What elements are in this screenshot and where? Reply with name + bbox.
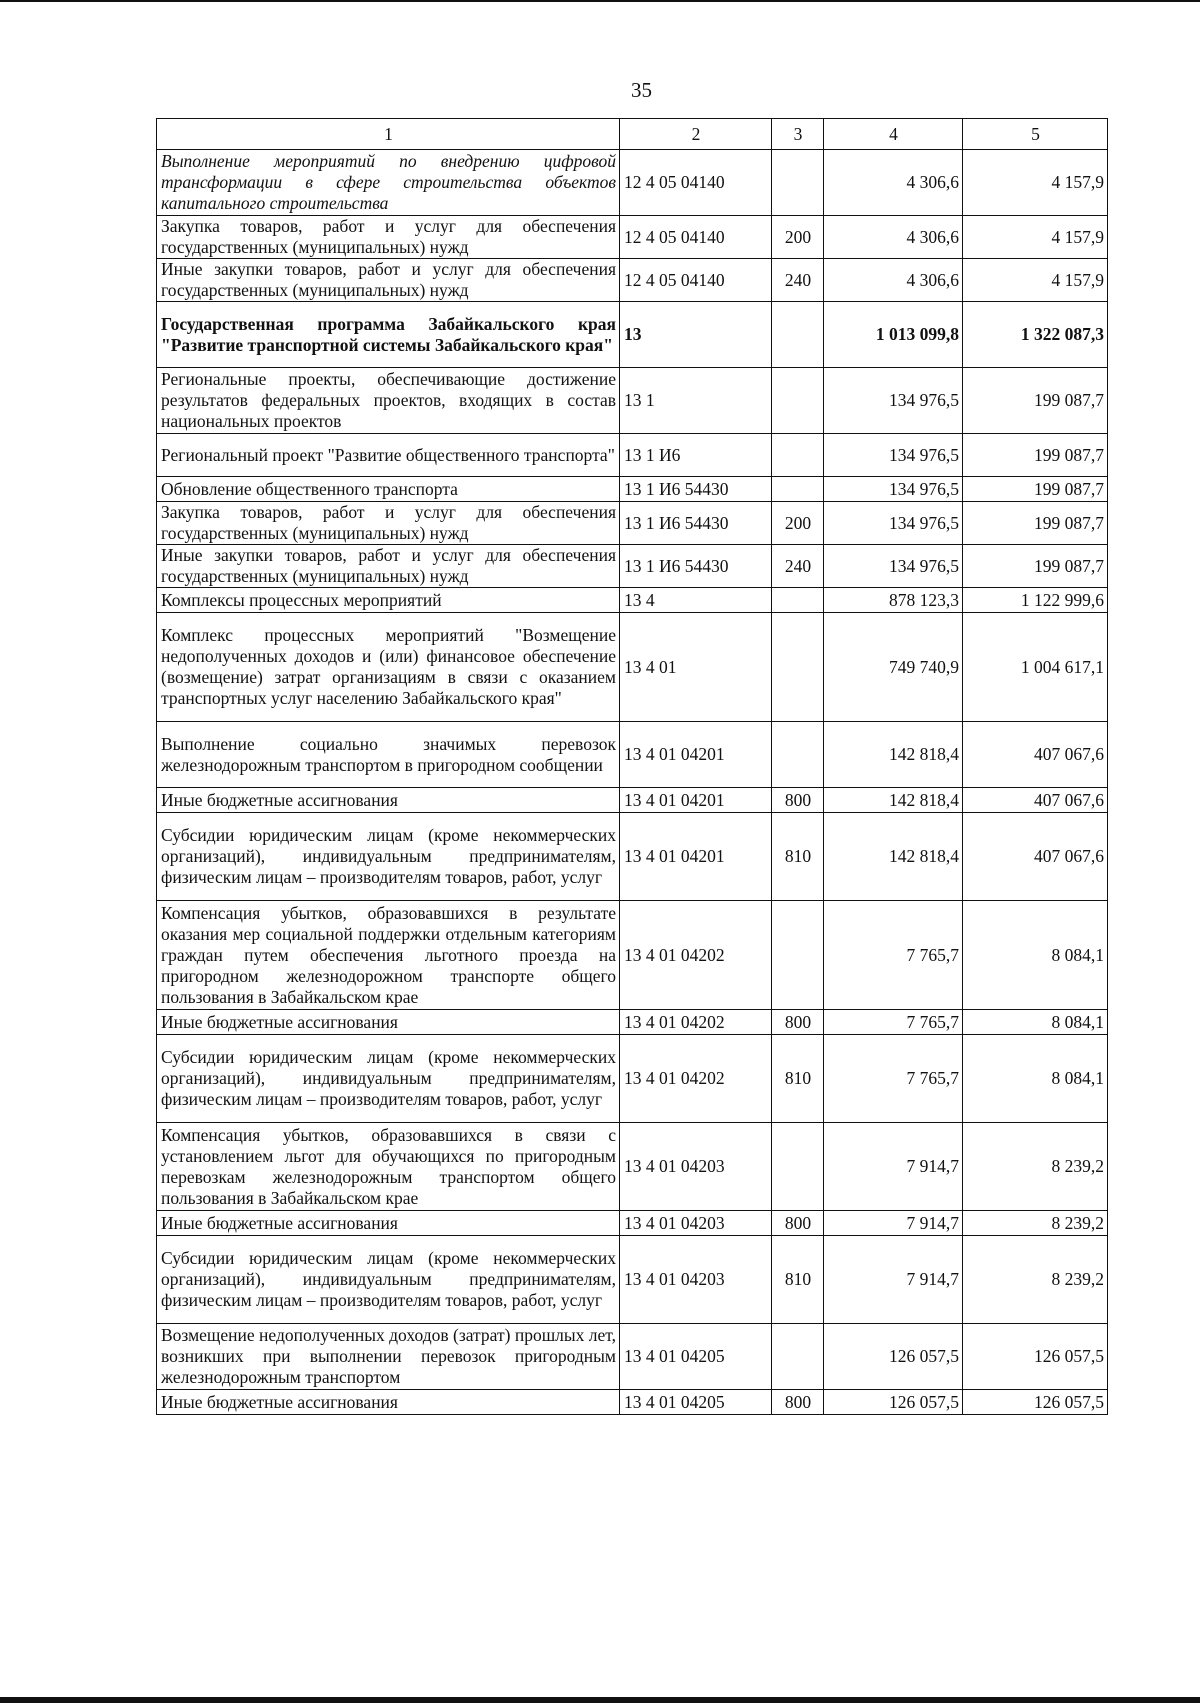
- row-expense-type: 810: [772, 813, 824, 901]
- row-code: 13 4 01: [620, 613, 772, 722]
- row-amount-col4: 7 765,7: [824, 1035, 963, 1123]
- row-name: Субсидии юридическим лицам (кроме некоммерческих организаций), индивидуальным предпринимателям, физическим лицам – производителям товаров, работ, услуг: [157, 1035, 620, 1123]
- row-amount-col4: 7 914,7: [824, 1236, 963, 1324]
- row-name: Субсидии юридическим лицам (кроме некоммерческих организаций), индивидуальным предпринимателям, физическим лицам – производителям товаров, работ, услуг: [157, 1236, 620, 1324]
- table-row: [157, 302, 1108, 368]
- row-amount-col4: 142 818,4: [824, 788, 963, 813]
- row-name: Региональный проект "Развитие общественного транспорта": [157, 434, 620, 477]
- header-row: [157, 119, 1108, 150]
- table-row: [157, 1236, 1108, 1324]
- row-expense-type: 810: [772, 1236, 824, 1324]
- row-name: Компенсация убытков, образовавшихся в связи с установлением льгот для обучающихся по пригородным перевозкам железнодорожным транспортом общего пользования в Забайкальском крае: [157, 1123, 620, 1211]
- header-col-1: 1: [157, 119, 620, 150]
- row-code: 13 4 01 04205: [620, 1324, 772, 1390]
- table-body: [157, 150, 1108, 1415]
- table-row: [157, 477, 1108, 502]
- row-name: Комплекс процессных мероприятий "Возмещение недополученных доходов и (или) финансовое обеспечение (возмещение) затрат организациям в связи с оказанием транспортных услуг населению Забайкальского края": [157, 613, 620, 722]
- row-amount-col5: 407 067,6: [963, 788, 1108, 813]
- row-amount-col4: 134 976,5: [824, 434, 963, 477]
- row-code: 13 4 01 04205: [620, 1390, 772, 1415]
- row-name: Иные бюджетные ассигнования: [157, 1211, 620, 1236]
- row-expense-type: [772, 901, 824, 1010]
- row-amount-col5: 8 239,2: [963, 1211, 1108, 1236]
- row-name: Комплексы процессных мероприятий: [157, 588, 620, 613]
- row-amount-col4: 7 914,7: [824, 1123, 963, 1211]
- row-name: Закупка товаров, работ и услуг для обеспечения государственных (муниципальных) нужд: [157, 216, 620, 259]
- row-name: Закупка товаров, работ и услуг для обеспечения государственных (муниципальных) нужд: [157, 502, 620, 545]
- table-header: [157, 119, 1108, 150]
- budget-table: [156, 118, 1108, 1415]
- row-amount-col4: 7 765,7: [824, 1010, 963, 1035]
- table-row: [157, 502, 1108, 545]
- row-name: Субсидии юридическим лицам (кроме некоммерческих организаций), индивидуальным предпринимателям, физическим лицам – производителям товаров, работ, услуг: [157, 813, 620, 901]
- row-name: Возмещение недополученных доходов (затрат) прошлых лет, возникших при выполнении перевозок пригородным железнодорожным транспортом: [157, 1324, 620, 1390]
- row-amount-col4: 4 306,6: [824, 150, 963, 216]
- row-amount-col4: 7 914,7: [824, 1211, 963, 1236]
- row-amount-col5: 8 084,1: [963, 901, 1108, 1010]
- row-expense-type: [772, 613, 824, 722]
- row-amount-col4: 878 123,3: [824, 588, 963, 613]
- row-code: 13 4 01 04201: [620, 722, 772, 788]
- table-row: [157, 901, 1108, 1010]
- row-expense-type: 240: [772, 259, 824, 302]
- row-amount-col4: 142 818,4: [824, 813, 963, 901]
- row-expense-type: 800: [772, 1390, 824, 1415]
- row-code: 13 4 01 04201: [620, 813, 772, 901]
- row-amount-col5: 199 087,7: [963, 477, 1108, 502]
- row-amount-col5: 199 087,7: [963, 502, 1108, 545]
- row-amount-col5: 8 239,2: [963, 1123, 1108, 1211]
- table-row: [157, 1123, 1108, 1211]
- row-amount-col4: 134 976,5: [824, 545, 963, 588]
- row-name: Региональные проекты, обеспечивающие достижение результатов федеральных проектов, входящих в состав национальных проектов: [157, 368, 620, 434]
- row-amount-col4: 4 306,6: [824, 259, 963, 302]
- row-code: 12 4 05 04140: [620, 216, 772, 259]
- row-expense-type: [772, 588, 824, 613]
- row-code: 13 1: [620, 368, 772, 434]
- table-row: [157, 1010, 1108, 1035]
- row-amount-col4: 126 057,5: [824, 1324, 963, 1390]
- row-expense-type: 200: [772, 502, 824, 545]
- row-amount-col5: 8 084,1: [963, 1035, 1108, 1123]
- row-code: 13 1 И6 54430: [620, 545, 772, 588]
- row-name: Обновление общественного транспорта: [157, 477, 620, 502]
- row-amount-col5: 4 157,9: [963, 150, 1108, 216]
- table-row: [157, 1211, 1108, 1236]
- row-amount-col5: 199 087,7: [963, 368, 1108, 434]
- row-expense-type: [772, 150, 824, 216]
- table-row: [157, 368, 1108, 434]
- row-code: 13 4 01 04202: [620, 1035, 772, 1123]
- row-code: 13 4 01 04202: [620, 901, 772, 1010]
- page-number: 35: [631, 78, 652, 102]
- table-row: [157, 259, 1108, 302]
- header-col-5: 5: [963, 119, 1108, 150]
- row-amount-col5: 126 057,5: [963, 1324, 1108, 1390]
- row-code: 13 1 И6: [620, 434, 772, 477]
- row-amount-col5: 199 087,7: [963, 545, 1108, 588]
- row-amount-col5: 1 322 087,3: [963, 302, 1108, 368]
- row-expense-type: 200: [772, 216, 824, 259]
- row-name: Иные бюджетные ассигнования: [157, 1010, 620, 1035]
- scan-edge-top: [0, 0, 1200, 2]
- row-code: 13 4 01 04202: [620, 1010, 772, 1035]
- row-amount-col5: 126 057,5: [963, 1390, 1108, 1415]
- row-name: Государственная программа Забайкальского края "Развитие транспортной системы Забайкальского края": [157, 302, 620, 368]
- table-row: [157, 1035, 1108, 1123]
- row-expense-type: [772, 1123, 824, 1211]
- row-expense-type: [772, 477, 824, 502]
- row-expense-type: 800: [772, 1211, 824, 1236]
- row-amount-col5: 407 067,6: [963, 722, 1108, 788]
- row-amount-col4: 4 306,6: [824, 216, 963, 259]
- row-expense-type: 240: [772, 545, 824, 588]
- table-row: [157, 613, 1108, 722]
- table-row: [157, 150, 1108, 216]
- table-row: [157, 813, 1108, 901]
- row-amount-col5: 8 084,1: [963, 1010, 1108, 1035]
- row-name: Иные закупки товаров, работ и услуг для обеспечения государственных (муниципальных) нужд: [157, 259, 620, 302]
- row-amount-col5: 1 004 617,1: [963, 613, 1108, 722]
- table-row: [157, 722, 1108, 788]
- row-code: 12 4 05 04140: [620, 150, 772, 216]
- header-col-3: 3: [772, 119, 824, 150]
- table-row: [157, 788, 1108, 813]
- row-name: Иные бюджетные ассигнования: [157, 788, 620, 813]
- row-code: 13 4: [620, 588, 772, 613]
- row-amount-col4: 7 765,7: [824, 901, 963, 1010]
- row-expense-type: [772, 1324, 824, 1390]
- header-col-2: 2: [620, 119, 772, 150]
- row-name: Выполнение социально значимых перевозок железнодорожным транспортом в пригородном сообщении: [157, 722, 620, 788]
- row-amount-col4: 126 057,5: [824, 1390, 963, 1415]
- row-expense-type: [772, 434, 824, 477]
- row-amount-col5: 1 122 999,6: [963, 588, 1108, 613]
- row-expense-type: [772, 302, 824, 368]
- table-row: [157, 545, 1108, 588]
- table-row: [157, 1390, 1108, 1415]
- row-amount-col5: 407 067,6: [963, 813, 1108, 901]
- row-name: Компенсация убытков, образовавшихся в результате оказания мер социальной поддержки отдельным категориям граждан путем обеспечения льготного проезда на пригородном железнодорожном транспорте общего пользования в Забайкальском крае: [157, 901, 620, 1010]
- row-amount-col4: 142 818,4: [824, 722, 963, 788]
- row-code: 13 1 И6 54430: [620, 477, 772, 502]
- table-row: [157, 1324, 1108, 1390]
- table-row: [157, 588, 1108, 613]
- row-amount-col4: 1 013 099,8: [824, 302, 963, 368]
- row-expense-type: [772, 368, 824, 434]
- row-expense-type: 800: [772, 788, 824, 813]
- row-code: 13 4 01 04203: [620, 1123, 772, 1211]
- row-name: Выполнение мероприятий по внедрению цифровой трансформации в сфере строительства объектов капитального строительства: [157, 150, 620, 216]
- row-amount-col5: 4 157,9: [963, 259, 1108, 302]
- row-name: Иные закупки товаров, работ и услуг для обеспечения государственных (муниципальных) нужд: [157, 545, 620, 588]
- row-amount-col4: 134 976,5: [824, 477, 963, 502]
- row-code: 13: [620, 302, 772, 368]
- row-code: 13 4 01 04201: [620, 788, 772, 813]
- row-code: 12 4 05 04140: [620, 259, 772, 302]
- row-amount-col4: 134 976,5: [824, 502, 963, 545]
- row-code: 13 4 01 04203: [620, 1211, 772, 1236]
- row-name: Иные бюджетные ассигнования: [157, 1390, 620, 1415]
- header-col-4: 4: [824, 119, 963, 150]
- table-row: [157, 216, 1108, 259]
- scan-edge-bottom: [0, 1697, 1200, 1703]
- row-amount-col5: 8 239,2: [963, 1236, 1108, 1324]
- row-amount-col4: 134 976,5: [824, 368, 963, 434]
- row-amount-col4: 749 740,9: [824, 613, 963, 722]
- row-amount-col5: 199 087,7: [963, 434, 1108, 477]
- row-expense-type: [772, 722, 824, 788]
- row-code: 13 4 01 04203: [620, 1236, 772, 1324]
- table-row: [157, 434, 1108, 477]
- row-code: 13 1 И6 54430: [620, 502, 772, 545]
- row-amount-col5: 4 157,9: [963, 216, 1108, 259]
- row-expense-type: 810: [772, 1035, 824, 1123]
- row-expense-type: 800: [772, 1010, 824, 1035]
